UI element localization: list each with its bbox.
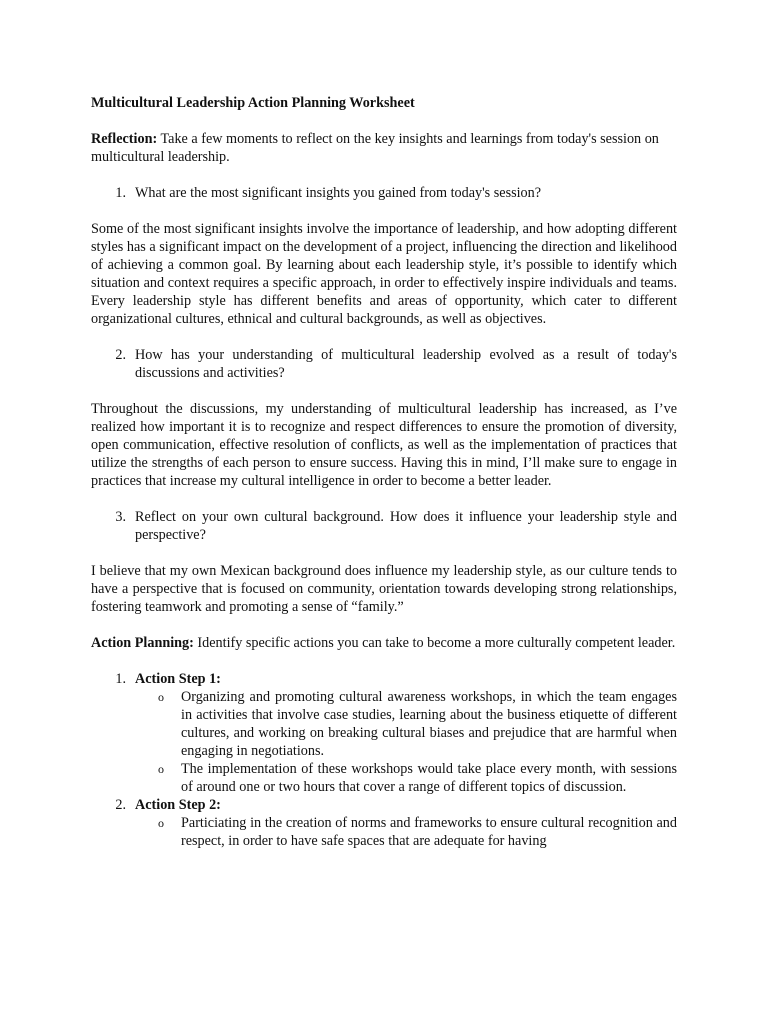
reflection-intro: [91, 130, 677, 166]
document-body: [91, 94, 677, 850]
step-number: 2.: [115, 797, 126, 813]
question-3: [91, 508, 677, 544]
question-1: [91, 184, 677, 202]
list-item: [91, 814, 677, 850]
bullet-text: Particiating in the creation of norms and frameworks to ensure cultural recognition and respect, in order to have safe spaces that are adequate for having: [181, 815, 677, 849]
action-steps-list: [91, 670, 677, 850]
answer-2: Throughout the discussions, my understanding of multicultural leadership has increased, as I’ve realized how important it is to recognize and respect differences to ensure the promotion of diversity, open communication, effective resolution of conflicts, as well as the implementation of practices that utilize the strengths of each person to ensure success. Having this in mind, I’ll make sure to engage in practices that increase my cultural intelligence in order to become a better leader.: [91, 401, 677, 489]
step-number: 1.: [115, 671, 126, 687]
answer-1: Some of the most significant insights involve the importance of leadership, and how adopting different styles has a significant impact on the development of a project, influencing the direction and likelihood of achieving a common goal. By learning about each leadership style, it’s possible to identify which situation and context requires a specific approach, in order to effectively inspire individuals and teams. Every leadership style has different benefits and areas of opportunity, which cater to different organizational cultures, ethnical and cultural backgrounds, as well as objectives.: [91, 221, 677, 327]
list-item: [91, 760, 677, 796]
bullet-icon: o: [158, 816, 164, 830]
question-text: Reflect on your own cultural background. How does it influence your leadership style and perspective?: [135, 509, 677, 543]
question-number: 1.: [115, 185, 126, 201]
action-planning-intro: [91, 634, 677, 652]
question-number: 2.: [115, 347, 126, 363]
bullet-text: The implementation of these workshops would take place every month, with sessions of around one or two hours that cover a range of different topics of discussion.: [181, 761, 677, 795]
bullet-icon: o: [158, 690, 164, 704]
bullet-icon: o: [158, 762, 164, 776]
step-label: Action Step 1:: [135, 671, 221, 687]
question-2: [91, 346, 677, 382]
action-step-1: [91, 670, 677, 688]
question-number: 3.: [115, 509, 126, 525]
document-title: Multicultural Leadership Action Planning Worksheet: [91, 95, 415, 111]
action-planning-text: Identify specific actions you can take to become a more culturally competent leader.: [193, 635, 676, 651]
question-text: What are the most significant insights you gained from today's session?: [135, 185, 542, 201]
reflection-label: Reflection:: [91, 131, 158, 147]
answer-3: I believe that my own Mexican background does influence my leadership style, as our culture tends to have a perspective that is focused on community, orientation towards developing strong relationships, fostering teamwork and promoting a sense of “family.”: [91, 563, 677, 615]
reflection-text: Take a few moments to reflect on the key insights and learnings from today's session on multicultural leadership.: [91, 131, 659, 165]
question-text: How has your understanding of multicultural leadership evolved as a result of today's discussions and activities?: [135, 347, 677, 381]
step-label: Action Step 2:: [135, 797, 221, 813]
action-planning-label: Action Planning:: [91, 635, 194, 651]
list-item: [91, 688, 677, 760]
bullet-text: Organizing and promoting cultural awareness workshops, in which the team engages in activities that involve case studies, learning about the business etiquette of different cultures, and working on breaking cultural biases and prejudice that are harmful when engaging in negotiations.: [181, 689, 677, 759]
action-step-2: [91, 796, 677, 814]
